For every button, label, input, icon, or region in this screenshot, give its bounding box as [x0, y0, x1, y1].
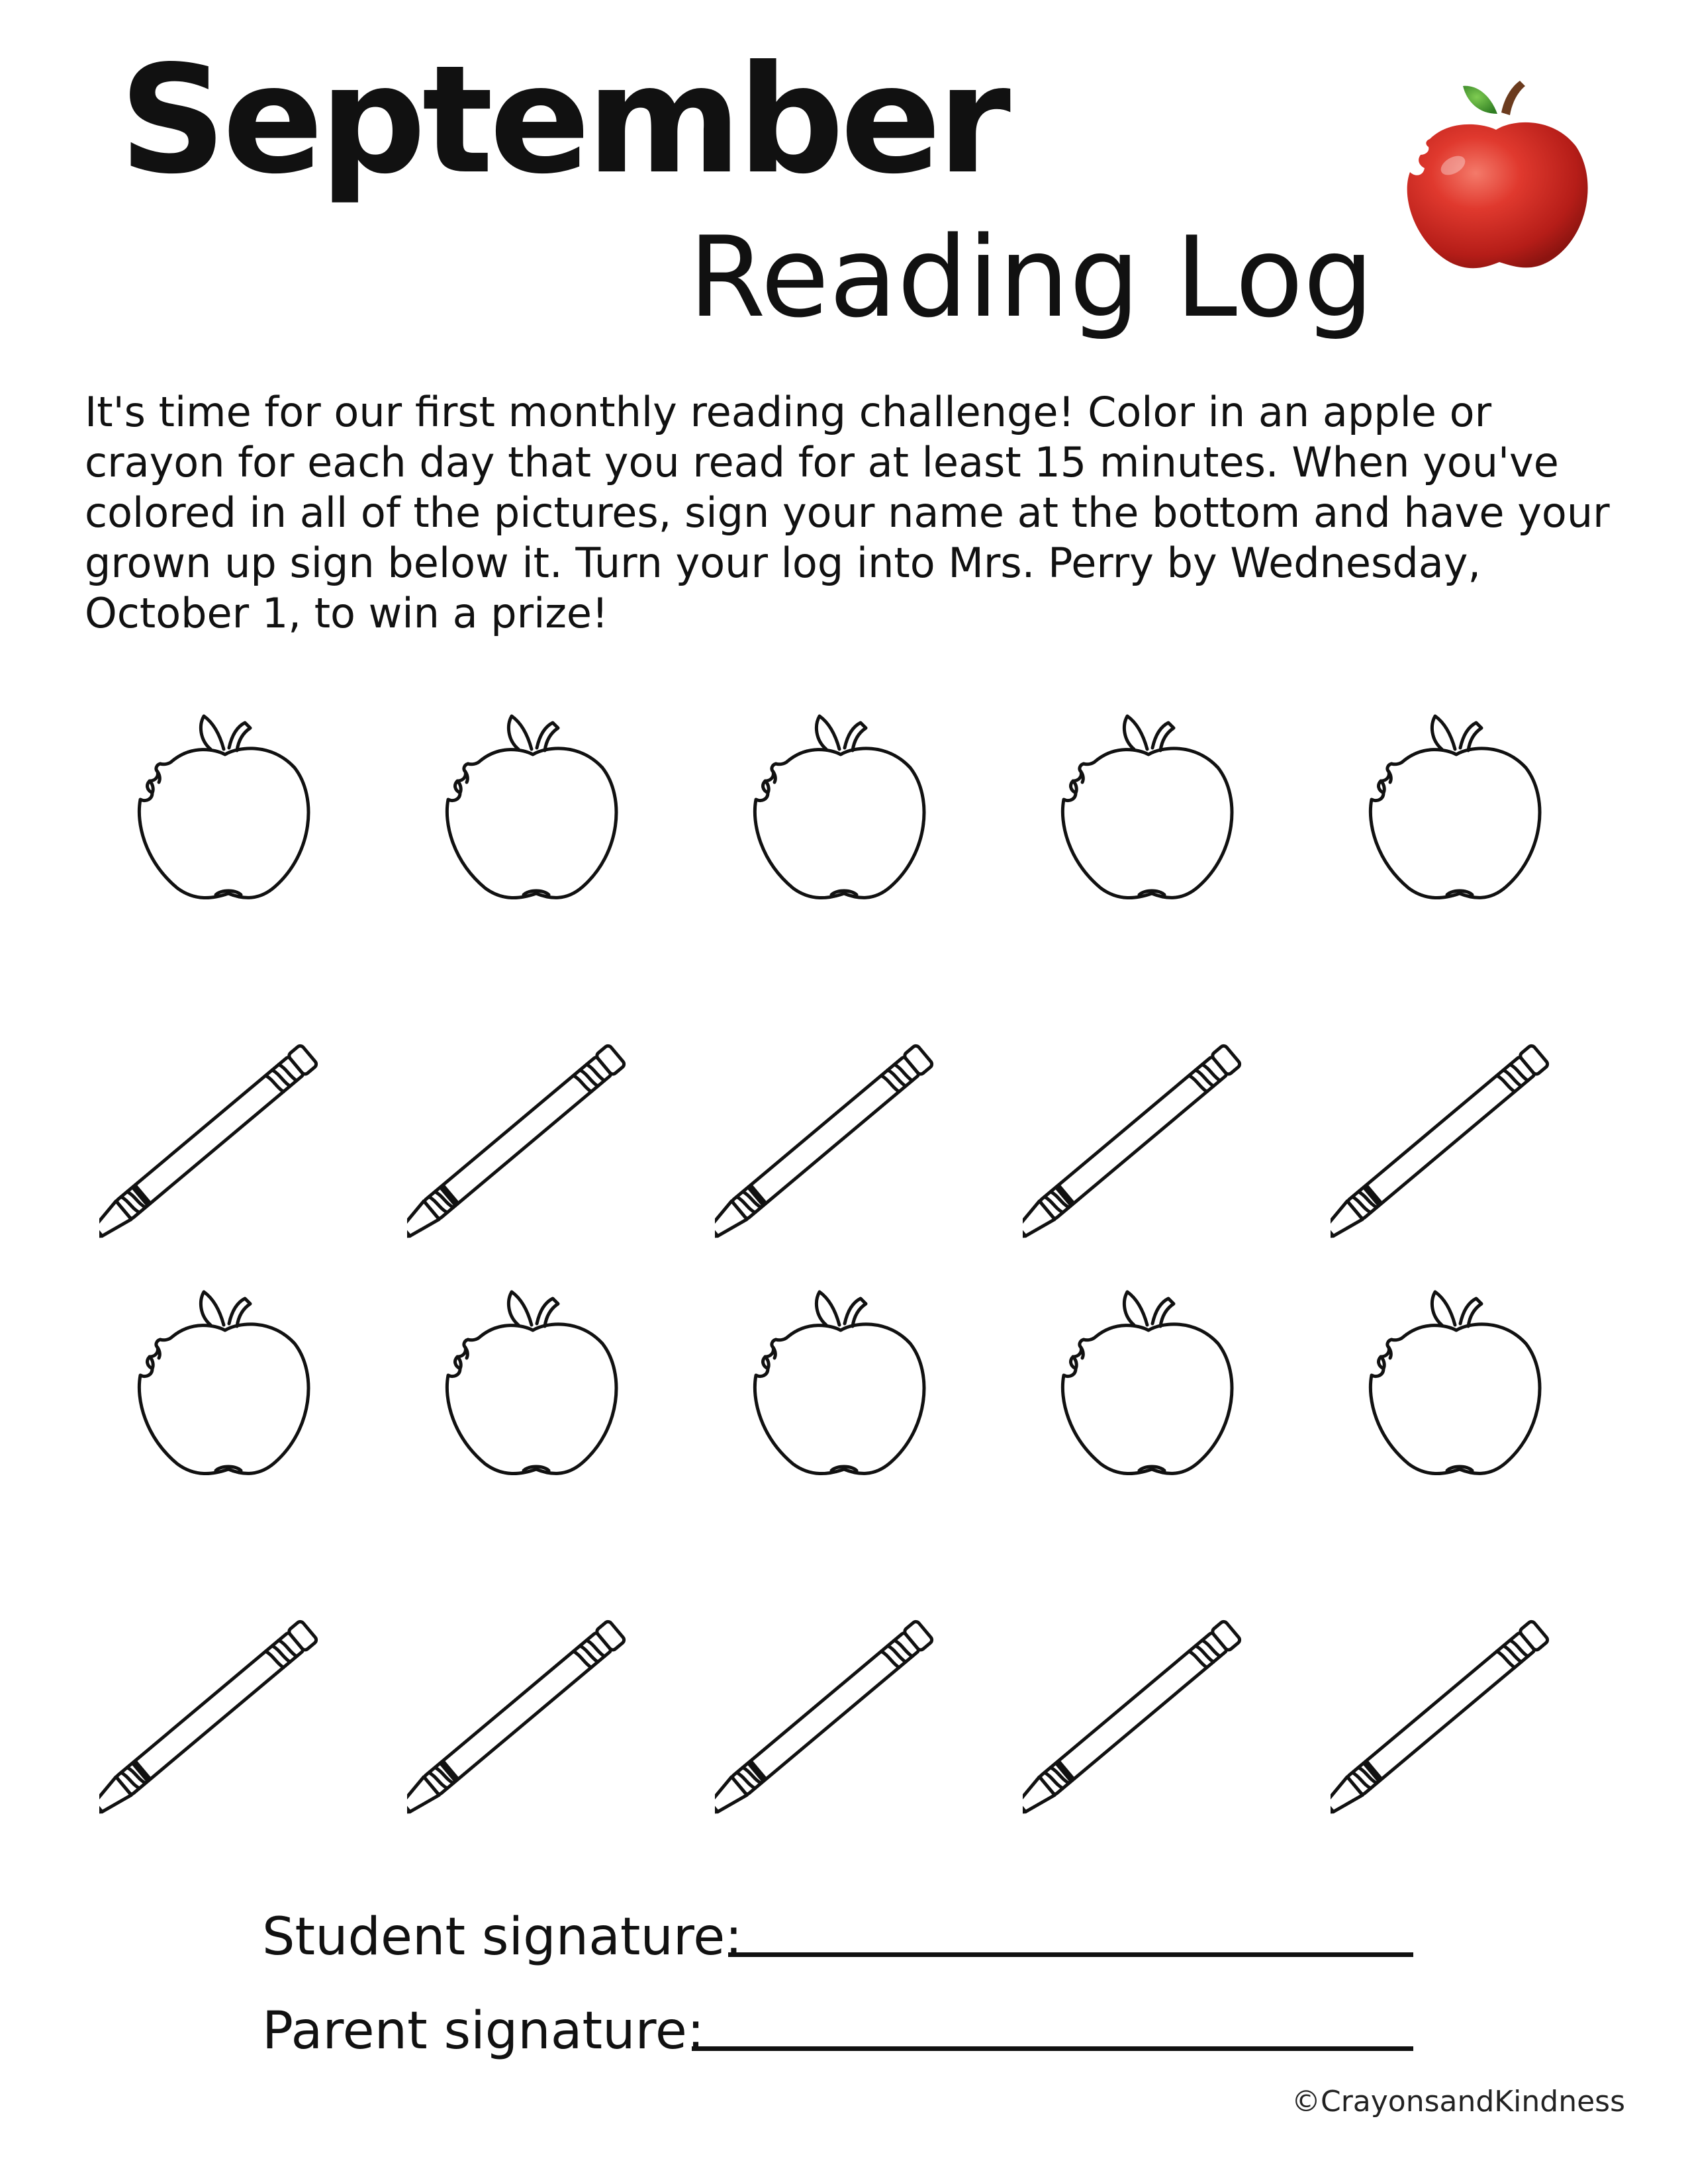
apple-outline-icon[interactable]	[407, 1264, 659, 1516]
parent-signature-field[interactable]	[692, 2046, 1413, 2051]
crayon-outline-icon[interactable]	[1023, 1575, 1274, 1827]
apple-outline-icon[interactable]	[715, 688, 966, 940]
crayon-outline-icon[interactable]	[99, 1575, 351, 1827]
student-signature-row	[262, 1907, 743, 1967]
crayon-outline-icon[interactable]	[407, 999, 659, 1251]
apple-outline-icon[interactable]	[1023, 688, 1274, 940]
copyright-text: ©CrayonsandKindness	[1291, 2085, 1625, 2118]
crayon-outline-icon[interactable]	[407, 1575, 659, 1827]
apple-outline-icon[interactable]	[715, 1264, 966, 1516]
student-signature-label: Student signature:	[262, 1907, 743, 1967]
apple-outline-icon[interactable]	[1331, 1264, 1582, 1516]
crayon-outline-icon[interactable]	[1331, 1575, 1582, 1827]
apple-outline-icon[interactable]	[99, 1264, 351, 1516]
crayon-outline-icon[interactable]	[1331, 999, 1582, 1251]
apple-outline-icon[interactable]	[1023, 1264, 1274, 1516]
parent-signature-label: Parent signature:	[262, 2001, 705, 2061]
parent-signature-row	[262, 2001, 705, 2061]
crayon-outline-icon[interactable]	[1023, 999, 1274, 1251]
page-title: September	[119, 34, 1007, 207]
crayon-outline-icon[interactable]	[715, 999, 966, 1251]
page-subtitle: Reading Log	[688, 212, 1374, 342]
student-signature-field[interactable]	[728, 1952, 1413, 1957]
instructions-paragraph: It's time for our first monthly reading challenge! Color in an apple or crayon for each day that you read for at least 15 minutes. When you've colored in all of the pictures, sign your name at the bottom and have your grown up sign below it. Turn your log into Mrs. Perry by Wednesday, October 1, to win a prize!	[85, 388, 1610, 637]
apple-outline-icon[interactable]	[407, 688, 659, 940]
apple-outline-icon[interactable]	[99, 688, 351, 940]
crayon-outline-icon[interactable]	[99, 999, 351, 1251]
apple-outline-icon[interactable]	[1331, 688, 1582, 940]
crayon-outline-icon[interactable]	[715, 1575, 966, 1827]
